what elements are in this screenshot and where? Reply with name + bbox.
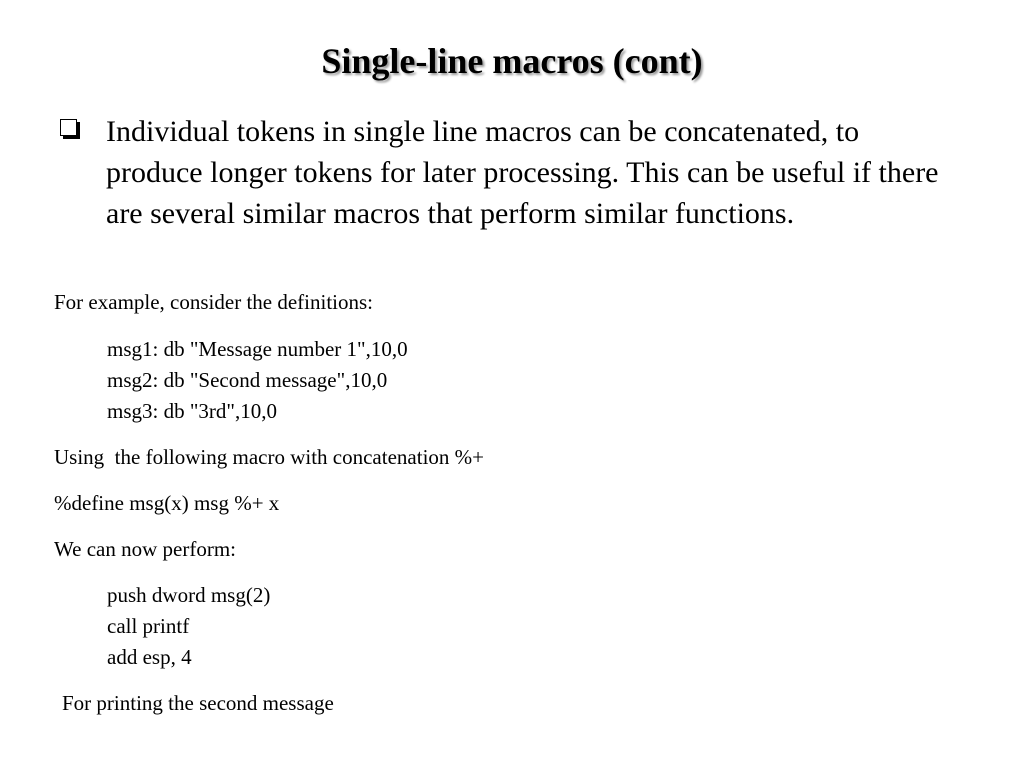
code-line: call printf	[107, 614, 190, 638]
define-text: %define msg(x) msg %+ x	[54, 491, 280, 515]
example-intro: For example, consider the definitions:	[54, 290, 374, 314]
definition-line: msg3: db "3rd",10,0	[107, 399, 277, 423]
using-text: Using the following macro with concatenation %+	[54, 445, 484, 469]
bullet-text: Individual tokens in single line macros can be concatenated, to produce longer tokens for later processing. This can be useful if there are several similar macros that perform similar functions.	[106, 115, 939, 230]
code-line: push dword msg(2)	[107, 583, 271, 607]
closing-text: For printing the second message	[62, 691, 334, 715]
definitions-block	[107, 334, 408, 427]
code-line: add esp, 4	[107, 645, 192, 669]
perform-text: We can now perform:	[54, 537, 236, 561]
definition-line: msg2: db "Second message",10,0	[107, 368, 388, 392]
bullet-point	[60, 111, 960, 234]
code-block	[107, 580, 270, 673]
checkbox-bullet-icon	[60, 119, 77, 136]
slide-title: Single-line macros (cont)	[321, 41, 703, 81]
definition-line: msg1: db "Message number 1",10,0	[107, 337, 408, 361]
